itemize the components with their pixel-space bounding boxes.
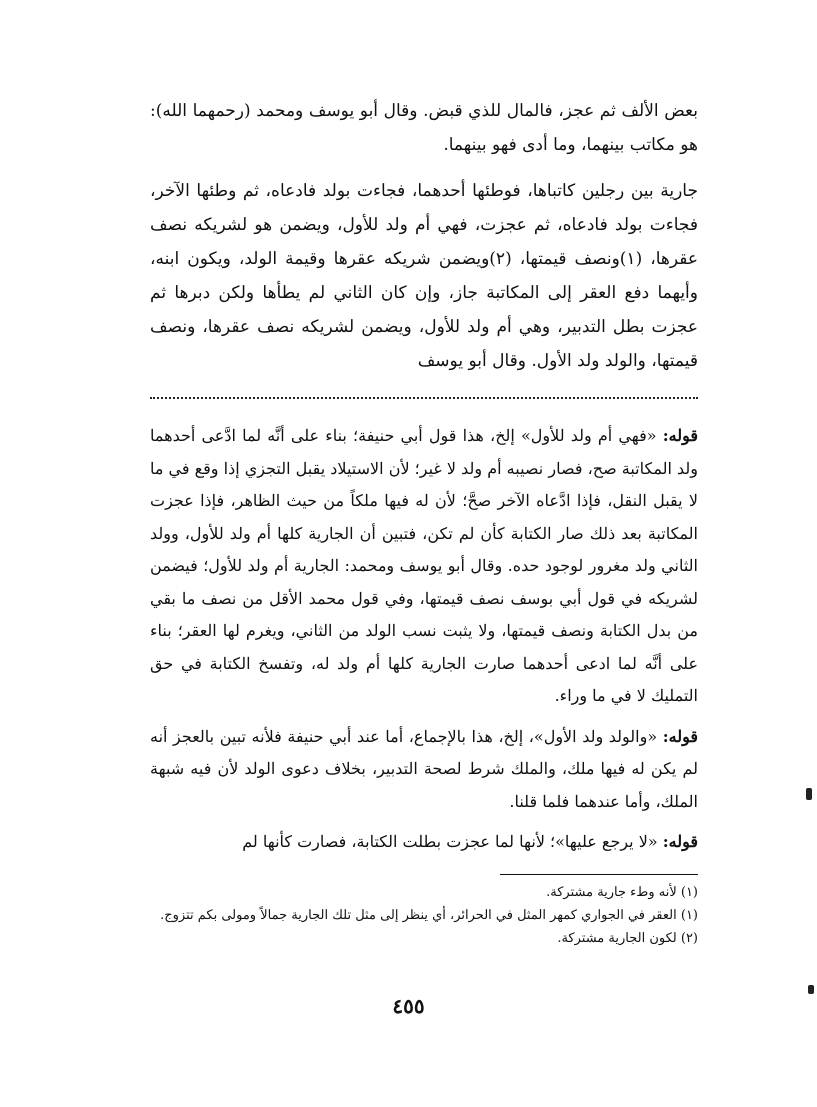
commentary-paragraph (150, 826, 698, 859)
page-number: ٤٥٥ (392, 994, 425, 1018)
commentary-lead: قوله: (662, 726, 698, 746)
footnotes (150, 881, 698, 950)
commentary-paragraph (150, 721, 698, 819)
intro-text: بعض الألف ثم عجز، فالمال للذي قبض. وقال أبو يوسف ومحمد (رحمهما الله): هو مكاتب بينهما، وما أدى فهو بينهما. (150, 101, 698, 155)
intro-paragraph (150, 94, 698, 162)
dotted-separator (150, 397, 698, 399)
main-text-matn (150, 174, 698, 378)
commentary-paragraph (150, 420, 698, 713)
commentary-lead: قوله: (662, 832, 698, 851)
footnote: (١) العقر في الجواري كمهر المثل في الحرائر، أي ينظر إلى مثل تلك الجارية جمالاً ومولى بكم تتزوج. (160, 908, 698, 923)
footnote-rule (500, 874, 698, 875)
matn-text: جارية بين رجلين كاتباها، فوطئها أحدهما، فجاءت بولد فادعاه، ثم وطئها الآخر، فجاءت بولد فادعاه، ثم عجزت، فهي أم ولد للأول، ويضمن هو لشريكه نصف عقرها، (١)ونصف قيمتها، (٢)ويضمن شريكه عقرها وقيمة الولد، ويكون ابنه، وأيهما دفع العقر إلى المكاتبة جاز، وإن كان الثاني لم يطأها ولكن دبرها ثم عجزت بطل التدبير، وهي أم ولد للأول، ويضمن لشريكه نصف عقرها، ونصف قيمتها، والولد ولد الأول. وقال أبو يوسف (150, 181, 698, 371)
commentary-text: «لا يرجع عليها»؛ لأنها لما عجزت بطلت الكتابة، فصارت كأنها لم (242, 832, 658, 851)
scan-edge-mark (806, 788, 812, 800)
commentary-lead: قوله: (662, 426, 698, 445)
footnote: (١) لأنه وطء جارية مشتركة. (546, 885, 698, 900)
footnote: (٢) لكون الجارية مشتركة. (557, 931, 698, 946)
commentary-text: «والولد ولد الأول»، إلخ، هذا بالإجماع، أما عند أبي حنيفة فلأنه تبين بالعجز أنه لم يكن له فيها ملك، والملك شرط لصحة التدبير، بخلاف دعوى الولد لأن فيه شبهة الملك، وأما عندهما فلما قلنا. (150, 726, 698, 811)
commentary-sharh (150, 420, 698, 867)
scan-edge-mark (808, 985, 814, 994)
commentary-text: «فهي أم ولد للأول» إلخ، هذا قول أبي حنيفة؛ بناء على أنَّه لما ادَّعى أحدهما ولد المكاتبة صح، فصار نصيبه أم ولد لا غير؛ لأن الاستيلاد يقبل التجزي إذا وقع في ما لا يقبل النقل، فإذا ادَّعاه الآخر صحَّ؛ لأن له فيها ملكاً من حيث الظاهر، فإذا عجزت المكاتبة بعد ذلك صار الكتابة كأن لم تكن، فتبين أن الجارية كلها أم ولد للأول، وولد الثاني ولد مغرور لوجود حده. وقال أبو يوسف ومحمد: الجارية أم ولد للأول؛ فيضمن لشريكه في قول أبي بوسف نصف قيمتها، وفي قول محمد الأقل من نصف ما بقي من بدل الكتابة ونصف قيمتها، ولا يثبت نسب الولد من الثاني، ويغرم لها العقر؛ بناء على أنَّه لما ادعى أحدهما صارت الجارية كلها أم ولد له، وتفسخ الكتابة في حق التمليك لا في ما وراء. (150, 426, 698, 705)
